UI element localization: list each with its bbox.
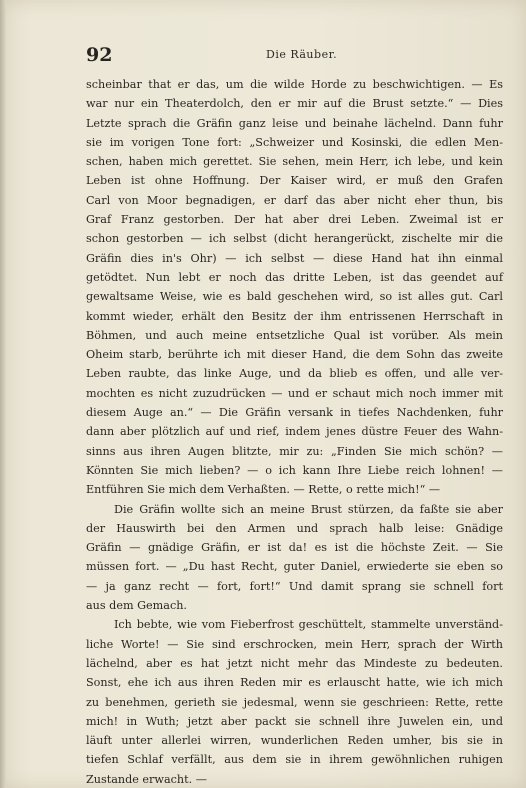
text-line: zu benehmen, gerieth sie jedesmal, wenn sie geschrieen: Rette, rette bbox=[86, 695, 503, 709]
text-line: sie im vorigen Tone fort: „Schweizer und Kosinski, die edlen Men- bbox=[86, 135, 503, 149]
text-line: Gräfin dies in's Ohr) — ich selbst — diese Hand hat ihn einmal bbox=[86, 251, 503, 265]
text-line: Sonst, ehe ich aus ihren Reden mir es erlauscht hatte, wie ich mich bbox=[86, 676, 503, 690]
text-line: mich! in Wuth; jetzt aber packt sie schnell ihre Juwelen ein, und bbox=[86, 714, 503, 728]
page-number: 92 bbox=[86, 44, 113, 66]
text-line: Leben ist ohne Hoffnung. Der Kaiser wird, er muß den Grafen bbox=[86, 174, 503, 188]
text-line: der Hauswirth bei den Armen und sprach halb leise: Gnädige bbox=[86, 521, 503, 535]
text-line: Die Gräfin wollte sich an meine Brust stürzen, da faßte sie aber bbox=[114, 502, 503, 516]
text-line: liche Worte! — Sie sind erschrocken, mein Herr, sprach der Wirth bbox=[86, 637, 503, 651]
text-line: schon gestorben — ich selbst (dicht herangerückt, zischelte mir die bbox=[86, 232, 503, 246]
text-line: tiefen Schlaf verfällt, aus dem sie in ihrem gewöhnlichen ruhigen bbox=[86, 753, 503, 767]
text-line: schen, haben mich gerettet. Sie sehen, mein Herr, ich lebe, und kein bbox=[86, 155, 503, 169]
text-line: müssen fort. — „Du hast Recht, guter Daniel, erwiederte sie eben so bbox=[86, 560, 503, 574]
text-line: Carl von Moor begnadigen, er darf das aber nicht eher thun, bis bbox=[86, 193, 503, 207]
text-line: Graf Franz gestorben. Der hat aber drei Leben. Zweimal ist er bbox=[86, 213, 503, 227]
text-line: läuft unter allerlei wirren, wunderlichen Reden umher, bis sie in bbox=[86, 734, 503, 748]
page-header bbox=[86, 44, 501, 66]
text-line: Zustande erwacht. — bbox=[86, 772, 207, 786]
text-line: war nur ein Theaterdolch, den er mir auf die Brust setzte.“ — Dies bbox=[86, 97, 503, 111]
text-line: aus dem Gemach. bbox=[86, 599, 187, 613]
text-line: scheinbar that er das, um die wilde Horde zu beschwichtigen. — Es bbox=[86, 78, 503, 91]
text-line: Entführen Sie mich dem Verhaßten. — Rette, o rette mich!“ — bbox=[86, 483, 441, 497]
text-line: Könnten Sie mich lieben? — o ich kann Ihre Liebe reich lohnen! — bbox=[86, 463, 503, 477]
text-line: Ich bebte, wie vom Fieberfrost geschüttelt, stammelte unverständ- bbox=[114, 618, 503, 632]
text-line: Letzte sprach die Gräfin ganz leise und beinahe lächelnd. Dann fuhr bbox=[86, 116, 503, 130]
text-line: Gräfin — gnädige Gräfin, er ist da! es ist die höchste Zeit. — Sie bbox=[86, 541, 503, 555]
text-line: Leben raubte, das linke Auge, und da blieb es offen, und alle ver- bbox=[86, 367, 503, 381]
text-line: diesem Auge an.“ — Die Gräfin versank in tiefes Nachdenken, fuhr bbox=[86, 406, 503, 420]
text-line: Böhmen, und auch meine entsetzliche Qual ist vorüber. Als mein bbox=[86, 328, 503, 342]
running-title: Die Räuber. bbox=[266, 48, 338, 61]
text-line: gewaltsame Weise, wie es bald geschehen wird, so ist alles gut. Carl bbox=[86, 290, 503, 304]
text-line: — ja ganz recht — fort, fort!“ Und damit sprang sie schnell fort bbox=[86, 579, 503, 593]
text-line: sinns aus ihren Augen blitzte, mir zu: „Finden Sie mich schön? — bbox=[86, 444, 503, 458]
text-line: kommt wieder, erhält den Besitz der ihm entrissenen Herrschaft in bbox=[86, 309, 503, 323]
text-line: dann aber plötzlich auf und rief, indem jenes düstre Feuer des Wahn- bbox=[86, 425, 503, 439]
text-line: getödtet. Nun lebt er noch das dritte Leben, ist das geendet auf bbox=[86, 270, 503, 284]
text-line: Oheim starb, berührte ich mit dieser Hand, die dem Sohn das zweite bbox=[86, 348, 503, 362]
page-binding-edge bbox=[0, 0, 6, 788]
text-line: mochten es nicht zuzudrücken — und er schaut mich noch immer mit bbox=[86, 386, 503, 400]
body-text bbox=[86, 75, 503, 788]
text-line: lächelnd, aber es hat jetzt nicht mehr das Mindeste zu bedeuten. bbox=[86, 656, 503, 670]
